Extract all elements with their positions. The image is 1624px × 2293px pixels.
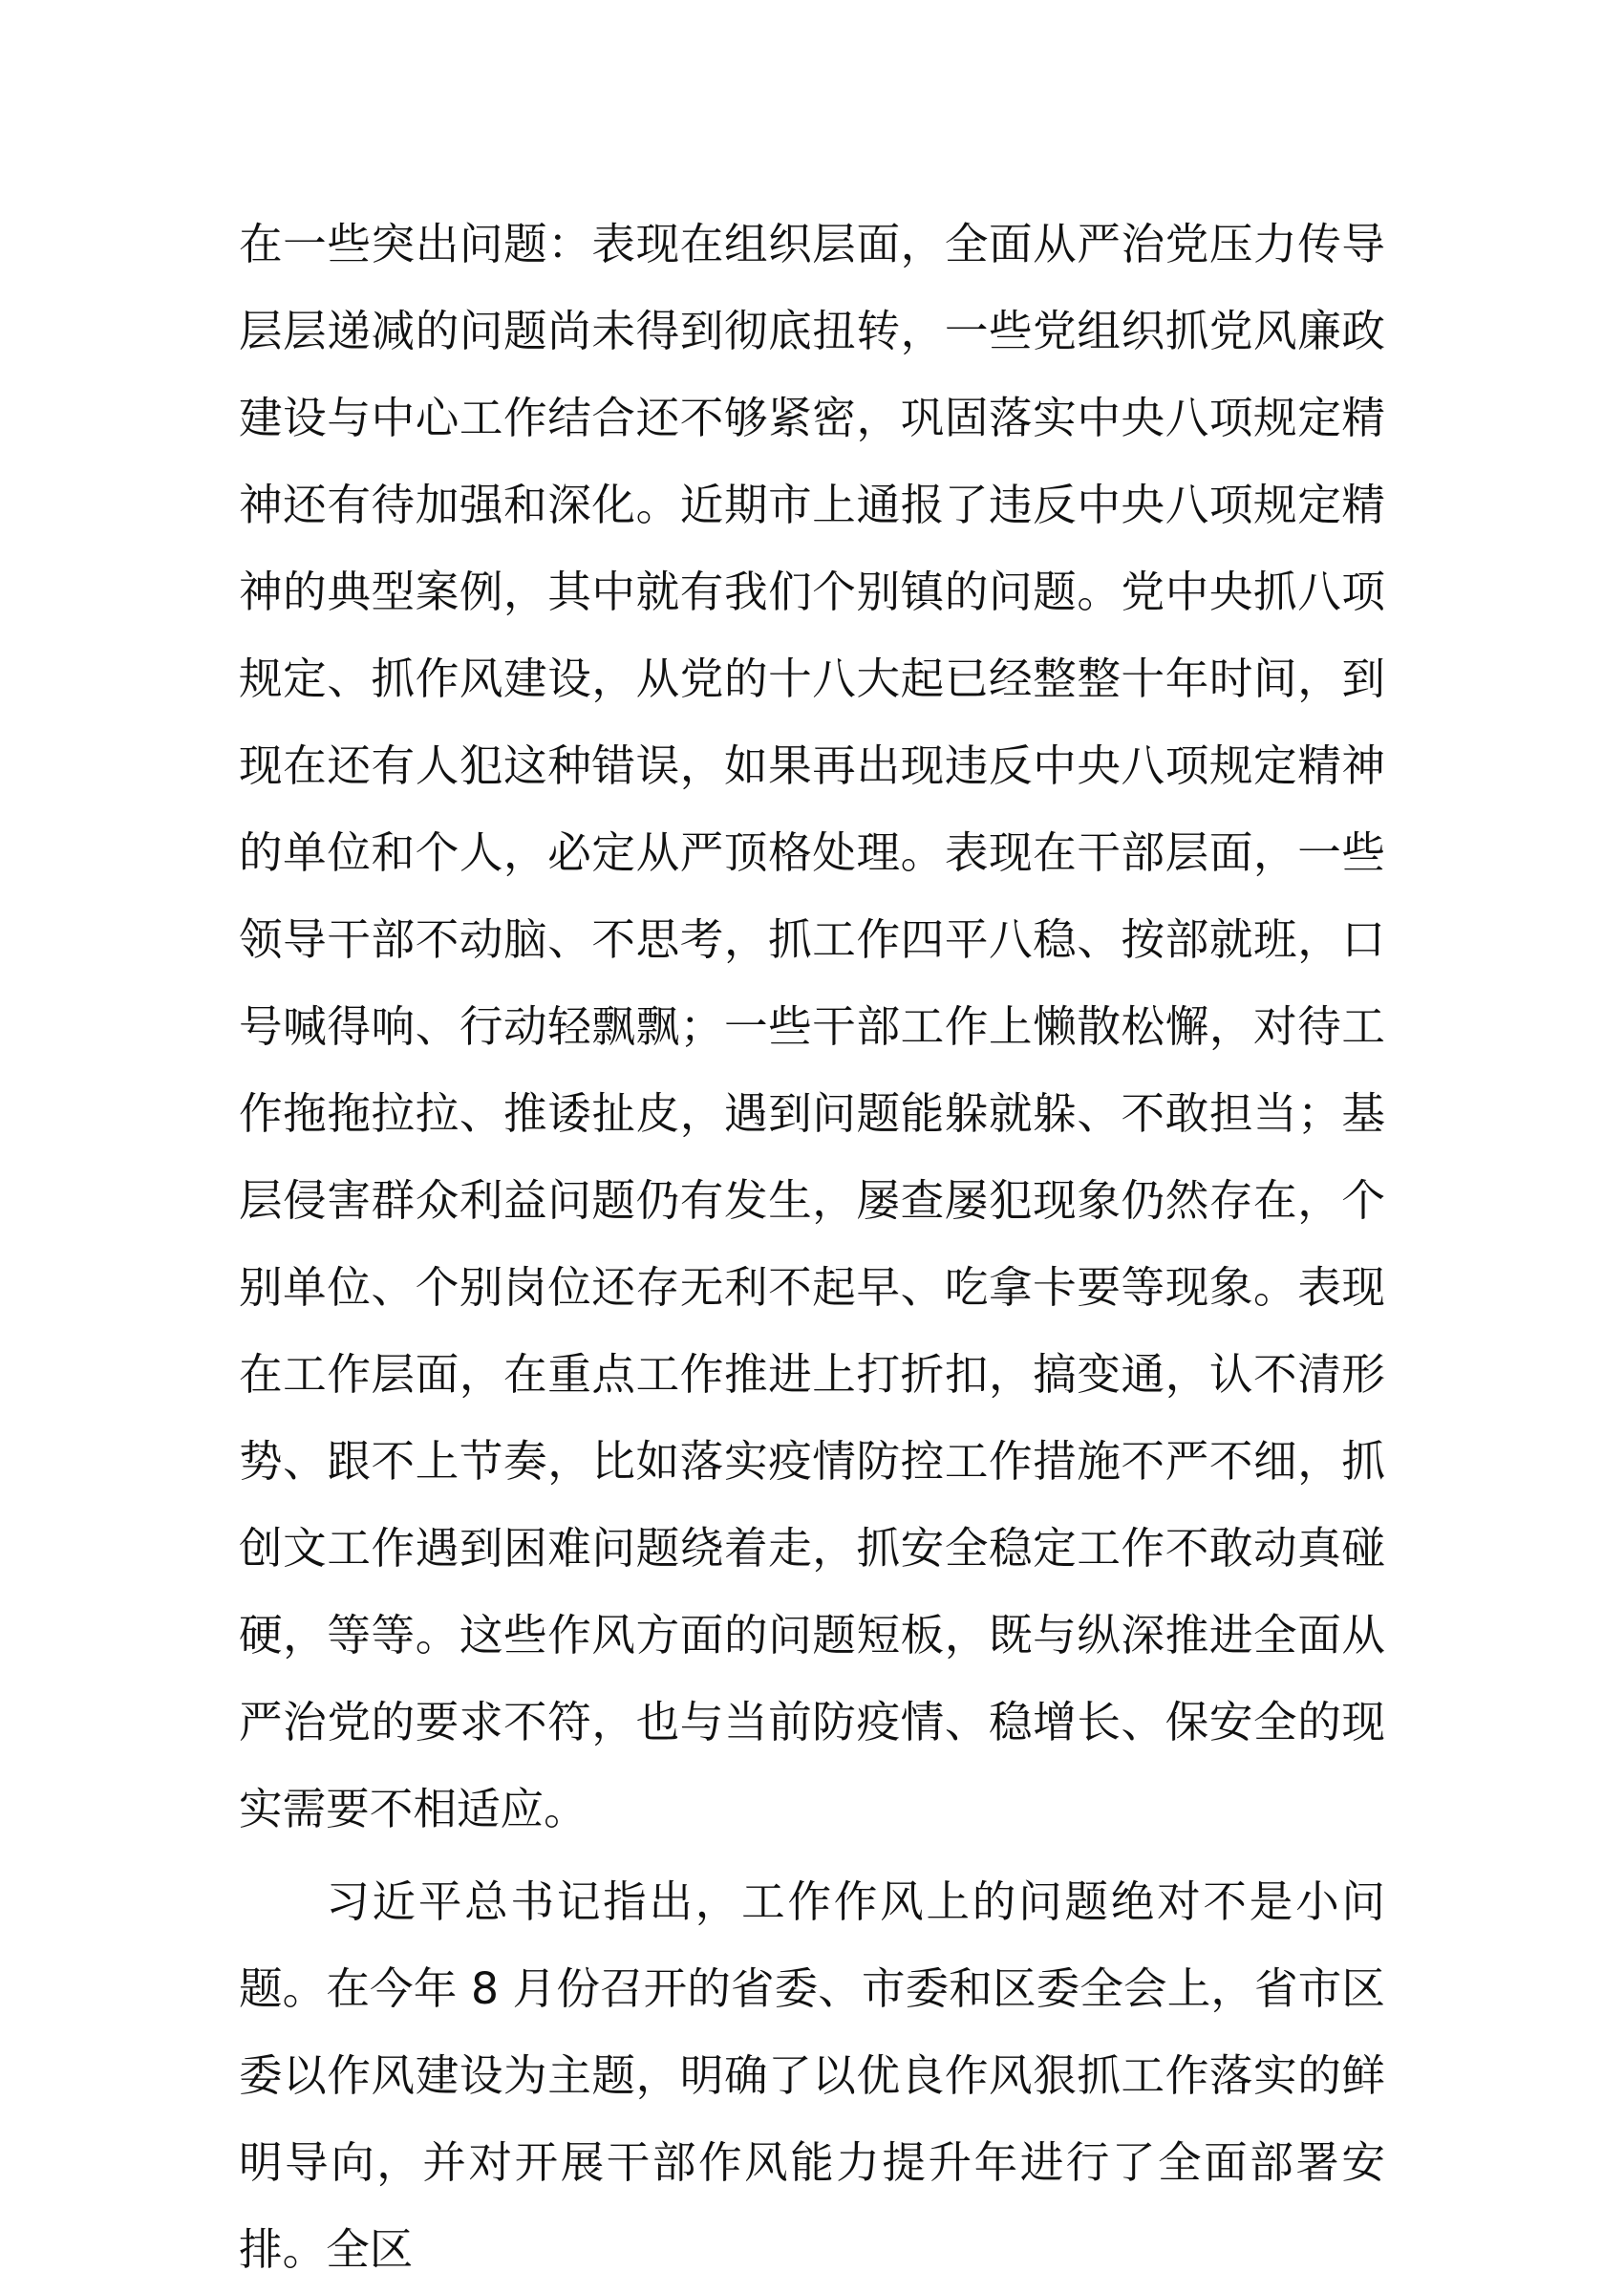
paragraph-general-secretary-remarks: 习近平总书记指出，工作作风上的问题绝对不是小问题。在今年 8 月份召开的省委、市委和区委全会上，省市区委以作风建设为主题，明确了以优良作风狠抓工作落实的鲜明导向，并对开展干部作风能力提升年进行了全面部署安排。全区	[239, 1876, 1385, 2275]
paragraph-continued-from-previous-page: 在一些突出问题：表现在组织层面，全面从严治党压力传导层层递减的问题尚未得到彻底扭转，一些党组织抓党风廉政建设与中心工作结合还不够紧密，巩固落实中央八项规定精神还有待加强和深化。近期市上通报了违反中央八项规定精神的典型案例，其中就有我们个别镇的问题。党中央抓八项规定、抓作风建设，从党的十八大起已经整整十年时间，到现在还有人犯这种错误，如果再出现违反中央八项规定精神的单位和个人，必定从严顶格处理。表现在干部层面，一些领导干部不动脑、不思考，抓工作四平八稳、按部就班，口号喊得响、行动轻飘飘；一些干部工作上懒散松懈，对待工作拖拖拉拉、推诿扯皮，遇到问题能躲就躲、不敢担当；基层侵害群众利益问题仍有发生，屡查屡犯现象仍然存在，个别单位、个别岗位还存无利不起早、吃拿卡要等现象。表现在工作层面，在重点工作推进上打折扣，搞变通，认不清形势、跟不上节奏，比如落实疫情防控工作措施不严不细，抓创文工作遇到困难问题绕着走，抓安全稳定工作不敢动真碰硬，等等。这些作风方面的问题短板，既与纵深推进全面从严治党的要求不符，也与当前防疫情、稳增长、保安全的现实需要不相适应。	[239, 219, 1385, 1834]
document-page	[239, 201, 1385, 2293]
